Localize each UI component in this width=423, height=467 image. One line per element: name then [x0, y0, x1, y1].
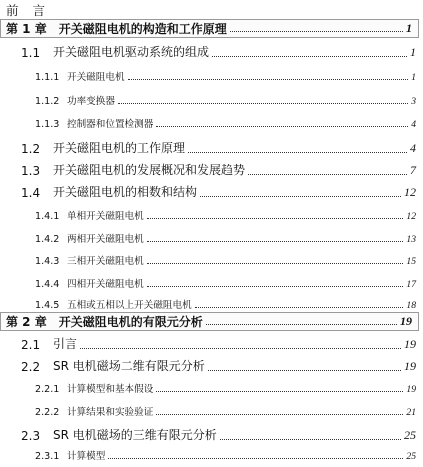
toc-subsection-1-1-3[interactable]	[35, 116, 416, 130]
toc-page-number: 12	[404, 185, 416, 199]
toc-title: 四相开关磁阻电机	[67, 279, 144, 290]
toc-subsection-1-1-2[interactable]	[35, 93, 416, 107]
dot-leader	[156, 126, 408, 127]
dot-leader	[156, 414, 403, 415]
toc-title: 控制器和位置检测器	[67, 119, 154, 130]
toc-page-number: 21	[406, 407, 416, 418]
dot-leader	[156, 391, 403, 392]
toc-subsection-1-4-5[interactable]	[35, 297, 416, 311]
toc-title: 开关磁阻电机的有限元分析	[58, 315, 203, 329]
toc-subsection-2-2-1[interactable]	[35, 381, 416, 395]
dot-leader	[220, 439, 401, 440]
toc-title: 单相开关磁阻电机	[67, 211, 144, 222]
toc-number: 第 2 章	[6, 315, 47, 329]
toc-section-1-3[interactable]	[21, 161, 416, 178]
dot-leader	[147, 263, 404, 264]
dot-leader	[188, 152, 407, 153]
toc-title: 功率变换器	[67, 96, 115, 107]
toc-title: 开关磁阻电机	[67, 72, 125, 83]
toc-page-number: 17	[406, 279, 416, 290]
toc-number: 1.4.2	[35, 234, 60, 245]
toc-section-1-2[interactable]	[21, 139, 416, 156]
toc-page-number: 7	[410, 163, 416, 177]
toc-title: SR 电机磁场的三维有限元分析	[53, 428, 217, 442]
toc-page-number: 1	[406, 21, 412, 35]
toc-section-2-3[interactable]	[21, 426, 416, 443]
toc-title: 计算结果和实验验证	[67, 407, 154, 418]
toc-title: 两相开关磁阻电机	[67, 234, 144, 245]
toc-number: 1.4	[21, 186, 41, 200]
toc-section-1-1[interactable]	[21, 43, 416, 60]
toc-title: 三相开关磁阻电机	[67, 256, 144, 267]
dot-leader	[80, 348, 401, 349]
toc-title: 开关磁阻电机的相数和结构	[53, 185, 198, 199]
toc-subsection-2-2-2[interactable]	[35, 404, 416, 418]
toc-title: 开关磁阻电机的发展概况和发展趋势	[53, 163, 246, 177]
toc-number: 1.1.1	[35, 72, 60, 83]
toc-number: 1.1.3	[35, 119, 60, 130]
toc-section-2-1[interactable]	[21, 335, 416, 352]
dot-leader	[200, 196, 401, 197]
toc-number: 1.4.1	[35, 211, 60, 222]
toc-page-number: 4	[410, 141, 416, 155]
toc-page-number: 1	[410, 45, 416, 59]
toc-number: 1.4.3	[35, 256, 60, 267]
toc-number: 1.1.2	[35, 96, 60, 107]
toc-subsection-2-3-1[interactable]	[35, 448, 416, 462]
toc-page-number: 15	[406, 256, 416, 267]
toc-number: 2.3	[21, 429, 41, 443]
preface-heading[interactable]: 前 言	[6, 3, 50, 18]
toc-page-number: 25	[406, 451, 416, 462]
toc-section-1-4[interactable]	[21, 183, 416, 200]
toc-page-number: 19	[400, 314, 412, 328]
toc-number: 2.2.2	[35, 407, 60, 418]
toc-number: 2.1	[21, 338, 41, 352]
toc-number: 2.2	[21, 360, 41, 374]
dot-leader	[108, 458, 403, 459]
toc-chapter-2[interactable]	[0, 312, 419, 331]
toc-title: 计算模型	[67, 451, 106, 462]
toc-subsection-1-4-4[interactable]	[35, 276, 416, 290]
toc-page-number: 25	[404, 428, 416, 442]
dot-leader	[147, 286, 404, 287]
toc-title: 五相或五相以上开关磁阻电机	[67, 300, 192, 311]
dot-leader	[128, 79, 409, 80]
toc-subsection-1-4-3[interactable]	[35, 253, 416, 267]
toc-number: 2.3.1	[35, 451, 60, 462]
toc-number: 1.1	[21, 46, 41, 60]
toc-page-number: 3	[411, 96, 416, 107]
dot-leader	[206, 324, 397, 325]
toc-title: 计算模型和基本假设	[67, 384, 154, 395]
toc-page-number: 19	[404, 337, 416, 351]
toc-title: 开关磁阻电机的构造和工作原理	[58, 22, 227, 36]
dot-leader	[230, 31, 403, 32]
dot-leader	[147, 218, 404, 219]
toc-title: 开关磁阻电机的工作原理	[53, 141, 186, 155]
toc-page-number: 19	[404, 359, 416, 373]
dot-leader	[195, 307, 404, 308]
toc-page-number: 1	[411, 72, 416, 83]
toc-number: 1.2	[21, 142, 41, 156]
dot-leader	[208, 370, 401, 371]
toc-page-number: 12	[406, 211, 416, 222]
dot-leader	[248, 174, 407, 175]
toc-number: 第 1 章	[6, 22, 47, 36]
toc-chapter-1[interactable]	[0, 19, 419, 38]
toc-title: 开关磁阻电机驱动系统的组成	[53, 45, 210, 59]
toc-title: 引言	[53, 337, 78, 351]
toc-page-number: 13	[406, 234, 416, 245]
toc-number: 2.2.1	[35, 384, 60, 395]
toc-subsection-1-4-2[interactable]	[35, 231, 416, 245]
toc-section-2-2[interactable]	[21, 357, 416, 374]
toc-page-number: 18	[406, 300, 416, 311]
toc-number: 1.4.5	[35, 300, 60, 311]
toc-number: 1.3	[21, 164, 41, 178]
toc-subsection-1-4-1[interactable]	[35, 208, 416, 222]
toc-page-number: 4	[411, 119, 416, 130]
toc-page-number: 19	[406, 384, 416, 395]
toc-subsection-1-1-1[interactable]	[35, 69, 416, 83]
toc-title: SR 电机磁场二维有限元分析	[53, 359, 205, 373]
dot-leader	[212, 56, 407, 57]
toc-number: 1.4.4	[35, 279, 60, 290]
dot-leader	[147, 241, 404, 242]
dot-leader	[118, 103, 408, 104]
